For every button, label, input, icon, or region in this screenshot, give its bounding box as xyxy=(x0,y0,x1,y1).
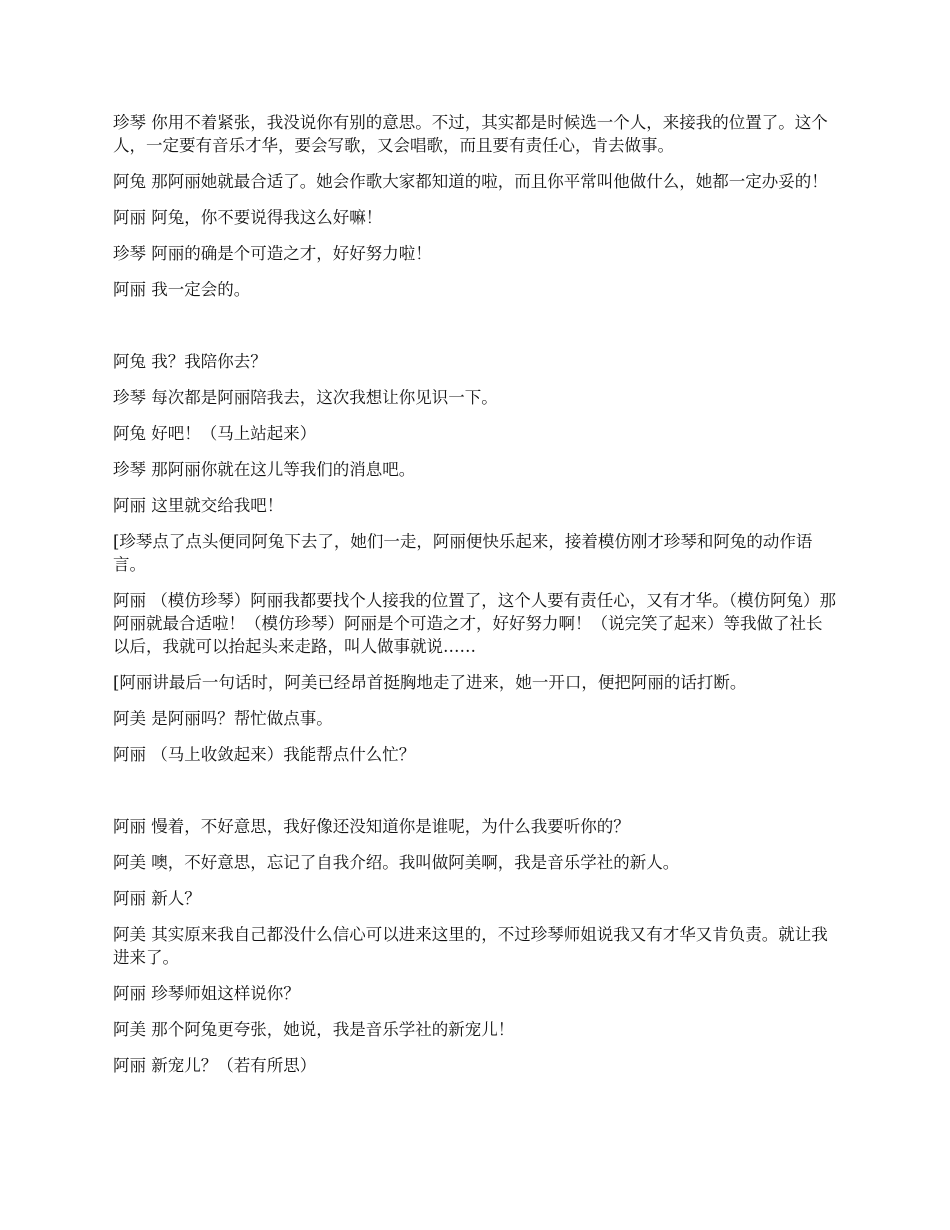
line-paragraph: 阿兔 我？我陪你去？ xyxy=(113,352,267,371)
line-paragraph: 阿丽 （模仿珍琴）阿丽我都要找个人接我的位置了，这个人要有责任心，又有才华。（模仿阿兔）那阿丽就最合适啦！（模仿珍琴）阿丽是个可造之才，好好努力啊！（说完笑了起来）等我做了社长以后，我就可以抬起头来走路，叫人做事就说…… xyxy=(113,591,836,656)
line-paragraph: 阿丽 新宠儿？（若有所思） xyxy=(113,1056,317,1075)
line-paragraph: 阿美 是阿丽吗？帮忙做点事。 xyxy=(113,709,333,728)
line-paragraph: 阿兔 那阿丽她就最合适了。她会作歌大家都知道的啦，而且你平常叫他做什么，她都一定办妥的！ xyxy=(113,172,828,191)
line-paragraph: 珍琴 阿丽的确是个可造之才，好好努力啦！ xyxy=(113,244,432,263)
line-paragraph: 阿美 噢，不好意思，忘记了自我介绍。我叫做阿美啊，我是音乐学社的新人。 xyxy=(113,853,680,872)
line-paragraph: 珍琴 你用不着紧张，我没说你有别的意思。不过，其实都是时候选一个人，来接我的位置了。这个人，一定要有音乐才华，要会写歌，又会唱歌，而且要有责任心，肯去做事。 xyxy=(113,113,828,155)
line-paragraph: 阿丽 这里就交给我吧！ xyxy=(113,496,284,515)
line-paragraph: 阿丽 阿兔，你不要说得我这么好嘛！ xyxy=(113,208,383,227)
section-gap xyxy=(113,779,837,815)
line-paragraph: 阿兔 好吧！（马上站起来） xyxy=(113,424,317,443)
line-paragraph: 阿丽 （马上收敛起来）我能帮点什么忙？ xyxy=(113,745,416,764)
line-paragraph: 阿丽 珍琴师姐这样说你？ xyxy=(113,984,300,1003)
line-paragraph: 珍琴 每次都是阿丽陪我去，这次我想让你见识一下。 xyxy=(113,388,498,407)
section-1 xyxy=(113,111,837,301)
line-paragraph: 阿美 其实原来我自己都没什么信心可以进来这里的，不过珍琴师姐说我又有才华又肯负责。就让我进来了。 xyxy=(113,925,828,967)
section-3 xyxy=(113,815,837,1077)
line-paragraph: 阿丽 我一定会的。 xyxy=(113,280,251,299)
section-gap xyxy=(113,314,837,350)
section-2 xyxy=(113,350,837,766)
line-paragraph: 阿美 那个阿兔更夸张，她说，我是音乐学社的新宠儿！ xyxy=(113,1020,515,1039)
script-text xyxy=(113,111,837,1090)
stage-direction: [珍琴点了点头便同阿兔下去了，她们一走，阿丽便快乐起来，接着模仿刚才珍琴和阿兔的动作语言。 xyxy=(113,532,813,574)
line-paragraph: 阿丽 慢着，不好意思，我好像还没知道你是谁呢，为什么我要听你的？ xyxy=(113,817,630,836)
stage-direction: [阿丽讲最后一句话时，阿美已经昂首挺胸地走了进来，她一开口，便把阿丽的话打断。 xyxy=(113,673,747,692)
line-paragraph: 珍琴 那阿丽你就在这儿等我们的消息吧。 xyxy=(113,460,416,479)
line-paragraph: 阿丽 新人？ xyxy=(113,889,201,908)
